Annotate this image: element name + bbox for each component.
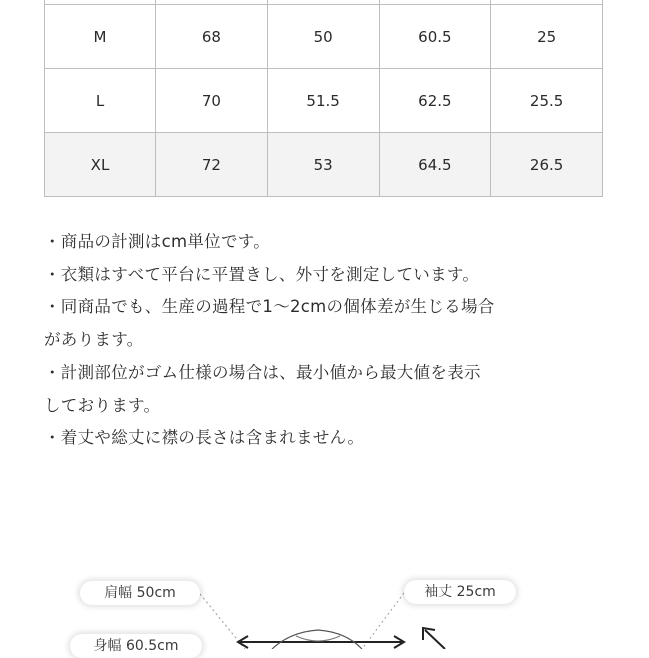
value-cell: 25 xyxy=(491,5,603,69)
note-line: ・衣類はすべて平台に平置きし、外寸を測定しています。 xyxy=(44,264,480,284)
table-row xyxy=(45,133,603,197)
value-cell: 72 xyxy=(156,133,268,197)
size-cell: L xyxy=(45,69,156,133)
measurement-notes xyxy=(44,226,624,455)
value-cell: 25.5 xyxy=(491,69,603,133)
size-table xyxy=(44,0,603,197)
note-line: ・計測部位がゴム仕様の場合は、最小値から最大値を表示 xyxy=(44,362,481,382)
value-cell: 50 xyxy=(267,5,379,69)
table-row xyxy=(45,69,603,133)
measurement-diagram xyxy=(0,560,649,654)
note-line: ・同商品でも、生産の過程で1〜2cmの個体差が生じる場合 xyxy=(44,297,495,317)
value-cell: 60.5 xyxy=(379,5,491,69)
shoulder-width-label: 肩幅 50cm xyxy=(80,581,200,605)
note-line: ・商品の計測はcm単位です。 xyxy=(44,232,271,251)
value-cell: 62.5 xyxy=(379,69,491,133)
value-cell: 51.5 xyxy=(267,69,379,133)
size-cell: XL xyxy=(45,133,156,197)
note-line: があります。 xyxy=(44,330,144,350)
value-cell: 64.5 xyxy=(379,133,491,197)
value-cell: 70 xyxy=(156,69,268,133)
value-cell: 26.5 xyxy=(491,133,603,197)
sleeve-length-label: 袖丈 25cm xyxy=(404,580,516,604)
table-row xyxy=(45,5,603,69)
note-line: ・着丈や総丈に襟の長さは含まれません。 xyxy=(44,428,365,448)
body-width-label: 身幅 60.5cm xyxy=(70,634,202,658)
value-cell: 53 xyxy=(267,133,379,197)
size-cell: M xyxy=(45,5,156,69)
value-cell: 68 xyxy=(156,5,268,69)
note-line: しております。 xyxy=(44,395,161,415)
